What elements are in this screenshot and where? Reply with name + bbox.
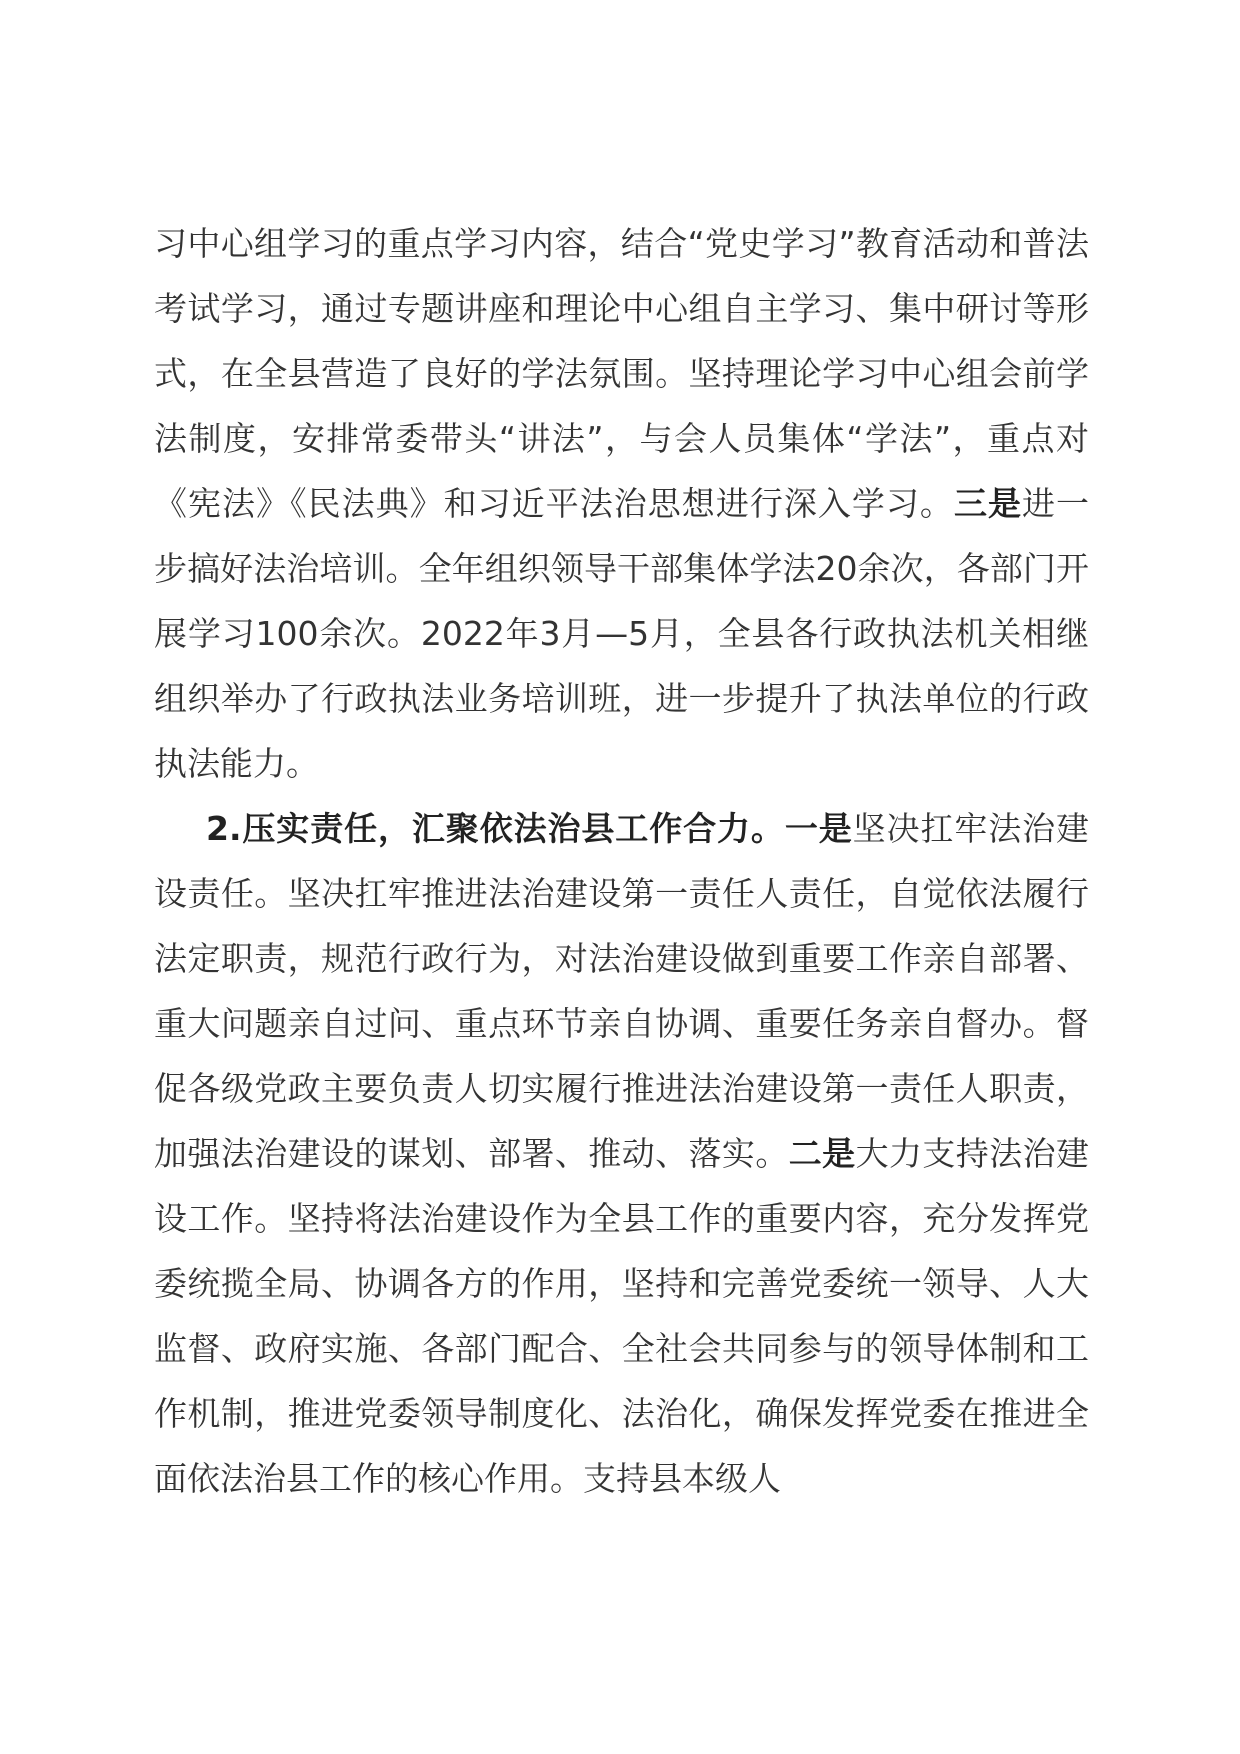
paragraph-2-text-b: 大力支持法治建设工作。坚持将法治建设作为全县工作的重要内容，充分发挥党委统揽全局、协调各方的作用，坚持和完善党委统一领导、人大监督、政府实施、各部门配合、全社会共同参与的领导体制和工作机制，推进党委领导制度化、法治化，确保发挥党委在推进全面依法治县工作的核心作用。支持县本级人 [154,1134,1090,1498]
paragraph-2 [154,796,1089,1511]
paragraph-1 [154,211,1089,796]
paragraph-1-bold-marker: 三是 [953,484,1022,523]
paragraph-2-bold-marker-1: 一是 [784,809,853,848]
paragraph-1-text-b: 进一步搞好法治培训。全年组织领导干部集体学法20余次，各部门开展学习100余次。2022年3月—5月，全县各行政执法机关相继组织举办了行政执法业务培训班，进一步提升了执法单位的行政执法能力。 [154,484,1090,783]
paragraph-2-text-a: 坚决扛牢法治建设责任。坚决扛牢推进法治建设第一责任人责任，自觉依法履行法定职责，规范行政行为，对法治建设做到重要工作亲自部署、重大问题亲自过问、重点环节亲自协调、重要任务亲自督办。督促各级党政主要负责人切实履行推进法治建设第一责任人职责，加强法治建设的谋划、部署、推动、落实。 [154,809,1090,1173]
paragraph-2-bold-marker-2: 二是 [788,1134,856,1173]
section-heading: 2.压实责任，汇聚依法治县工作合力。 [206,809,785,848]
paragraph-1-text-a: 习中心组学习的重点学习内容，结合“党史学习”教育活动和普法考试学习，通过专题讲座和理论中心组自主学习、集中研讨等形式，在全县营造了良好的学法氛围。坚持理论学习中心组会前学法制度，安排常委带头“讲法”，与会人员集体“学法”，重点对《宪法》《民法典》和习近平法治思想进行深入学习。 [154,224,1089,523]
document-body [154,211,1089,1511]
